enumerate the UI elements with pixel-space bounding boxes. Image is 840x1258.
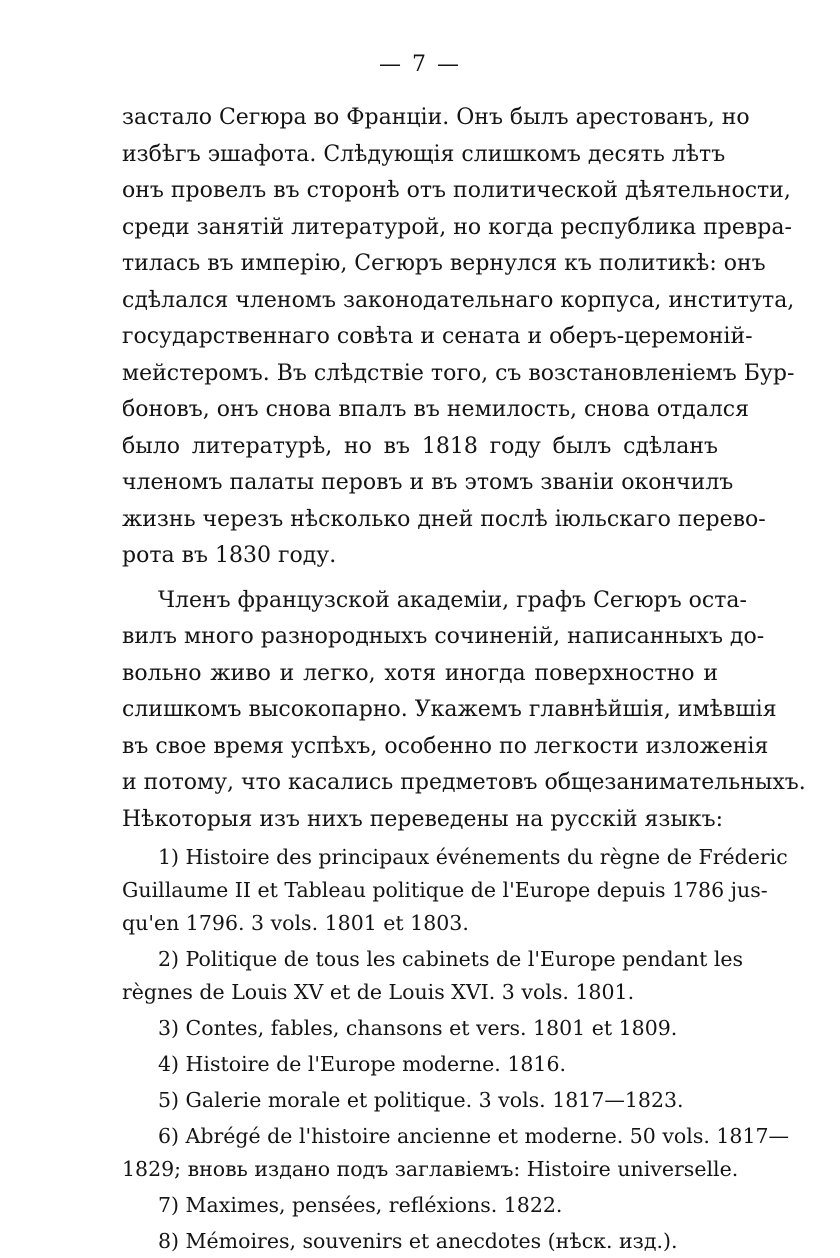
text-line: Членъ французской академіи, графъ Сегюръ оста- bbox=[158, 587, 747, 613]
list-line: Guillaume II et Tableau politique de l'Europe depuis 1786 jus- bbox=[122, 878, 768, 902]
list-line: 5) Galerie morale et politique. 3 vols. 1817—1823. bbox=[158, 1088, 684, 1112]
list-line: 1) Histoire des principaux événements du règne de Fréderic bbox=[158, 845, 788, 869]
paragraph-works-intro bbox=[122, 583, 806, 839]
list-line: 4) Histoire de l'Europe moderne. 1816. bbox=[158, 1052, 567, 1076]
list-line: 7) Maximes, pensées, refléxions. 1822. bbox=[158, 1193, 563, 1217]
works-list bbox=[122, 841, 790, 1258]
text-line: Нѣкоторыя изъ нихъ переведены на русскій языкъ: bbox=[122, 806, 724, 832]
list-line: 1829; вновь издано подъ заглавіемъ: Histoire universelle. bbox=[122, 1157, 739, 1181]
text-line: застало Сегюра во Франціи. Онъ былъ арестованъ, но bbox=[122, 105, 750, 130]
text-line: членомъ палаты перовъ и въ этомъ званіи окончилъ bbox=[122, 470, 734, 495]
text-line: боновъ, онъ снова впалъ въ немилость, снова отдался bbox=[122, 397, 750, 422]
list-item bbox=[122, 1120, 790, 1186]
text-line: избѣгъ эшафота. Слѣдующія слишкомъ десять лѣтъ bbox=[122, 141, 726, 167]
list-item bbox=[122, 1048, 718, 1081]
text-line: было литературѣ, но въ 1818 году былъ сдѣланъ bbox=[122, 433, 718, 459]
list-item bbox=[122, 841, 788, 940]
list-item bbox=[122, 943, 744, 1009]
paragraph-biography bbox=[122, 100, 795, 575]
text-line: въ свое время успѣхъ, особенно по легкости изложенія bbox=[122, 733, 769, 759]
list-line: 2) Politique de tous les cabinets de l'Europe pendant les bbox=[158, 947, 744, 971]
text-line: и потому, что касались предметовъ общезанимательныхъ. bbox=[122, 770, 806, 795]
page-body bbox=[122, 100, 806, 1258]
list-line: 3) Contes, fables, chansons et vers. 1801 et 1809. bbox=[158, 1016, 678, 1040]
text-line: вилъ много разнородныхъ сочиненій, написанныхъ до- bbox=[122, 624, 765, 649]
text-line: мейстеромъ. Въ слѣдствіе того, съ возстановленіемъ Бур- bbox=[122, 360, 795, 386]
list-item bbox=[122, 1225, 718, 1258]
list-item bbox=[122, 1084, 718, 1117]
text-line: среди занятій литературой, но когда республика превра- bbox=[122, 214, 792, 240]
list-line: 6) Abrégé de l'histoire ancienne et moderne. 50 vols. 1817— bbox=[158, 1124, 790, 1148]
text-line: сдѣлался членомъ законодательнаго корпуса, института, bbox=[122, 287, 795, 313]
list-line: 8) Mémoires, souvenirs et anecdotes (нѣск. изд.). bbox=[158, 1229, 678, 1253]
text-line: вольно живо и легко, хотя иногда поверхностно и bbox=[122, 660, 718, 686]
text-line: жизнь черезъ нѣсколько дней послѣ іюльскаго перево- bbox=[122, 506, 766, 532]
text-line: онъ провелъ въ сторонѣ отъ политической дѣятельности, bbox=[122, 178, 791, 203]
page-number: — 7 — bbox=[379, 52, 461, 77]
text-line: государственнаго совѣта и сената и оберъ-церемоній- bbox=[122, 324, 753, 349]
list-item bbox=[122, 1189, 718, 1222]
text-line: тилась въ имперію, Сегюръ вернулся къ политикѣ: онъ bbox=[122, 251, 766, 276]
text-line: рота въ 1830 году. bbox=[122, 543, 337, 568]
list-line: règnes de Louis XV et de Louis XVI. 3 vols. 1801. bbox=[122, 980, 635, 1004]
text-line: слишкомъ высокопарно. Укажемъ главнѣйшія, имѣвшія bbox=[122, 697, 777, 722]
list-item bbox=[122, 1012, 718, 1045]
list-line: qu'en 1796. 3 vols. 1801 et 1803. bbox=[122, 911, 469, 935]
